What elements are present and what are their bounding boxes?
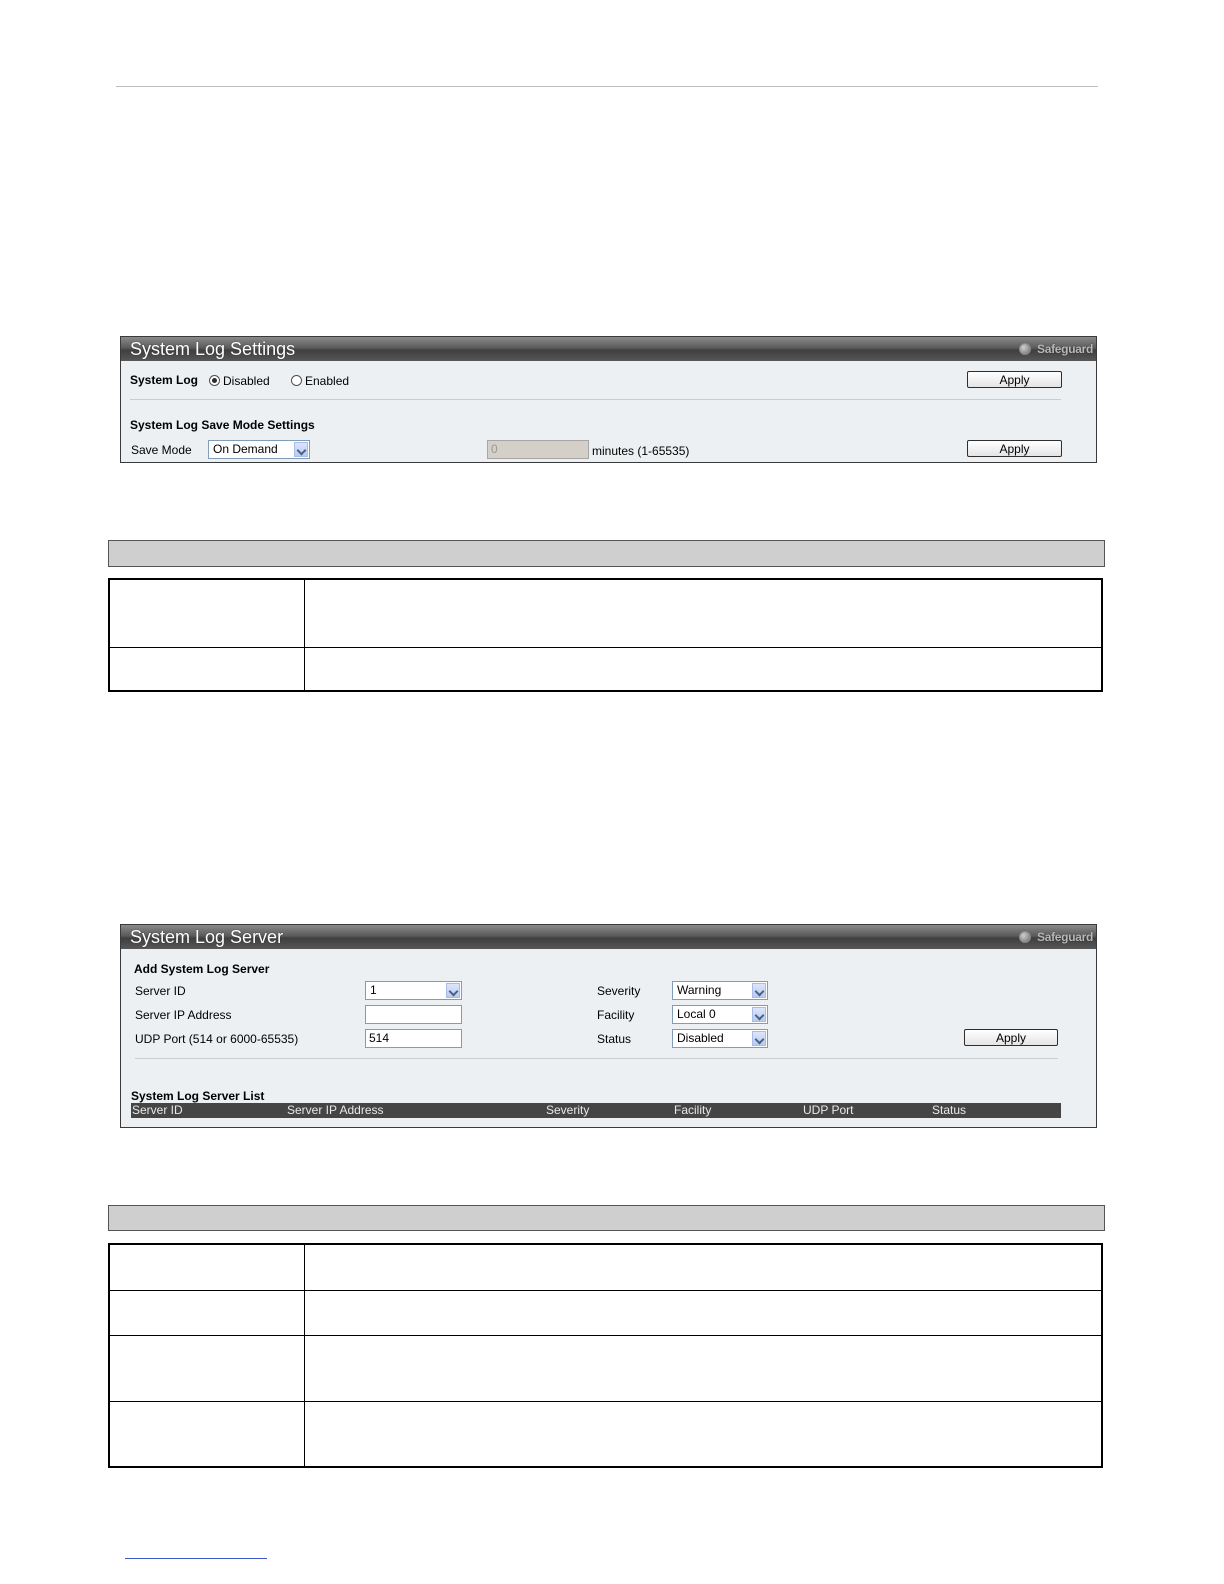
column-header-server-id: Server ID — [132, 1103, 183, 1117]
udp-port-label: UDP Port (514 or 6000-65535) — [135, 1032, 299, 1046]
column-header-facility: Facility — [674, 1103, 712, 1117]
save-mode-value: On Demand — [213, 442, 278, 456]
panel-title — [121, 925, 1096, 949]
server-list-header — [131, 1103, 1061, 1118]
system-log-server-panel — [120, 924, 1097, 1128]
severity-label: Severity — [597, 984, 641, 998]
server-list-title: System Log Server List — [131, 1089, 265, 1103]
server-id-select[interactable] — [365, 981, 462, 1000]
save-interval-input: 0 — [487, 440, 589, 459]
table-header-bar — [108, 1205, 1105, 1231]
table-row — [109, 1401, 1102, 1467]
save-mode-label: Save Mode — [131, 443, 192, 457]
table-row — [109, 579, 1102, 647]
table-row — [109, 1290, 1102, 1335]
safeguard-label: Safeguard — [1037, 342, 1093, 356]
status-label: Status — [597, 1032, 632, 1046]
add-server-section-title: Add System Log Server — [134, 962, 270, 976]
table-row — [109, 1244, 1102, 1290]
safeguard-icon — [1019, 343, 1031, 355]
description-table-1 — [108, 578, 1103, 692]
save-mode-select[interactable] — [208, 440, 310, 459]
apply-save-mode-button[interactable]: Apply — [967, 440, 1062, 457]
panel-title-text: System Log Server — [130, 927, 284, 947]
facility-label: Facility — [597, 1008, 635, 1022]
server-ip-input[interactable] — [365, 1005, 462, 1024]
facility-value: Local 0 — [677, 1007, 716, 1021]
table-row — [109, 647, 1102, 691]
safeguard-label: Safeguard — [1037, 930, 1093, 944]
divider — [135, 1058, 1058, 1059]
chevron-down-icon — [294, 442, 308, 457]
interval-hint: minutes (1-65535) — [592, 444, 690, 458]
table-row — [109, 1335, 1102, 1401]
server-id-value: 1 — [370, 983, 377, 997]
severity-select[interactable] — [672, 981, 768, 1000]
chevron-down-icon — [752, 983, 766, 998]
footer-link-underline[interactable] — [125, 1558, 267, 1559]
divider — [130, 399, 1061, 400]
system-log-label: System Log — [130, 373, 199, 387]
radio-disabled-label[interactable]: Disabled — [223, 374, 270, 388]
save-mode-section-title: System Log Save Mode Settings — [130, 418, 315, 432]
radio-enabled-label[interactable]: Enabled — [305, 374, 350, 388]
chevron-down-icon — [752, 1007, 766, 1022]
column-header-status: Status — [932, 1103, 967, 1117]
severity-value: Warning — [677, 983, 722, 997]
description-table-2 — [108, 1243, 1103, 1468]
column-header-server-ip: Server IP Address — [287, 1103, 384, 1117]
panel-title — [121, 337, 1096, 361]
radio-disabled[interactable] — [209, 375, 220, 386]
udp-port-input[interactable]: 514 — [365, 1029, 462, 1048]
system-log-settings-panel — [120, 336, 1097, 463]
safeguard-indicator — [1019, 337, 1093, 361]
apply-system-log-button[interactable]: Apply — [967, 371, 1062, 388]
safeguard-icon — [1019, 931, 1031, 943]
server-id-label: Server ID — [135, 984, 186, 998]
radio-enabled[interactable] — [291, 375, 302, 386]
status-select[interactable] — [672, 1029, 768, 1048]
apply-server-button[interactable]: Apply — [964, 1029, 1058, 1046]
chevron-down-icon — [752, 1031, 766, 1046]
status-value: Disabled — [677, 1031, 724, 1045]
facility-select[interactable] — [672, 1005, 768, 1024]
safeguard-indicator — [1019, 925, 1093, 949]
header-rule — [116, 86, 1098, 87]
chevron-down-icon — [446, 983, 460, 998]
column-header-udp-port: UDP Port — [803, 1103, 854, 1117]
table-header-bar — [108, 540, 1105, 567]
panel-title-text: System Log Settings — [130, 339, 296, 359]
server-ip-label: Server IP Address — [135, 1008, 232, 1022]
column-header-severity: Severity — [546, 1103, 590, 1117]
